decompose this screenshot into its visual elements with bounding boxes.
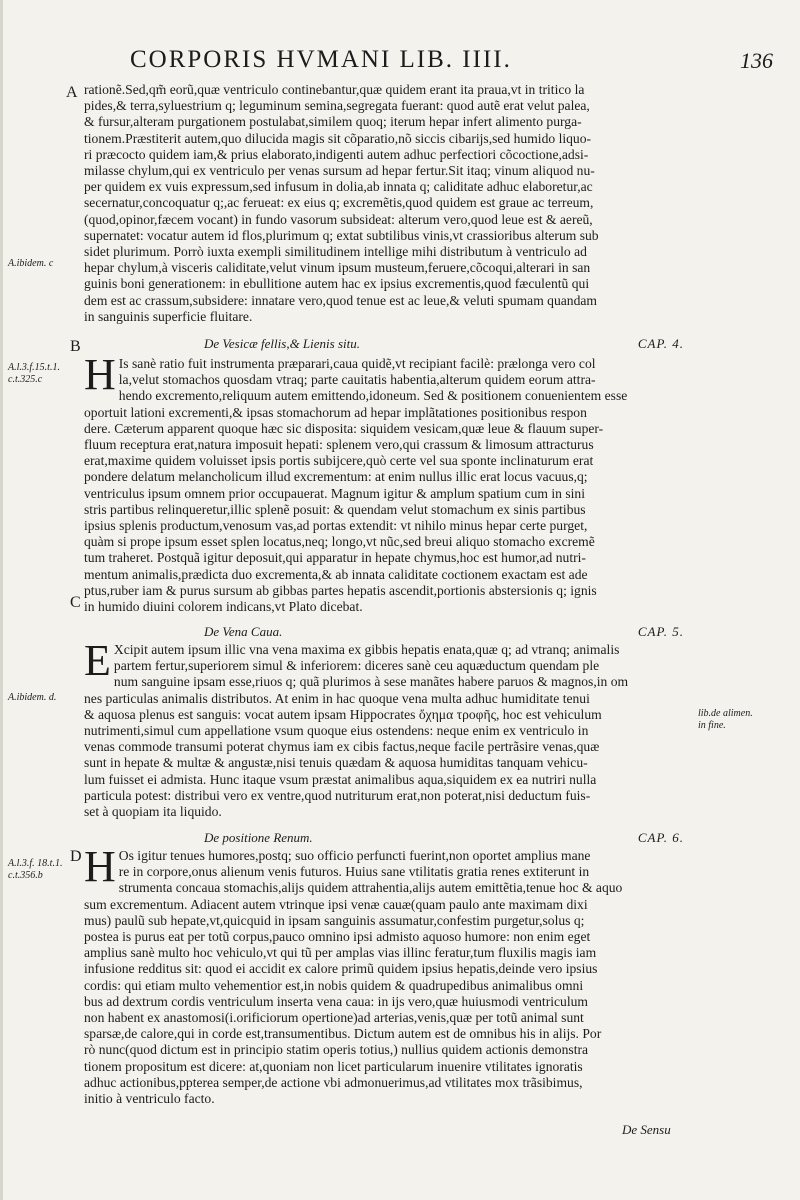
text-line: rationẽ.Sed,qm̃ eorũ,quæ ventriculo continebantur,quæ quidem erant ita praua,vt in tritico la (84, 82, 585, 97)
text-line: sum excrementum. Adiacent autem vtrinque ipsi venæ cauæ(quam paulo ante maximam dixi (84, 896, 588, 912)
margin-note-ref-1-line1: A.l.3.f.15.t.1. (8, 362, 60, 373)
text-line: la,velut stomachos quosdam vtraq; parte cauitatis habentia,alterum quidem eorum attra- (118, 372, 596, 388)
margin-letter-b: B (70, 338, 81, 355)
chapter-6-heading (84, 830, 694, 848)
text-line: bus ad dextrum cordis ventriculum inserta vena caua: in ijs vero,quæ huiusmodi ventriculum (84, 993, 588, 1009)
text-line: & aquosa plenus est sanguis: vocat autem ipsam Hippocrates ὄχημα τροφῆς, hoc est vehiculum (84, 706, 602, 722)
text-line: mentum animalis,prædicta duo excrementa,& ab innata caliditate coctionem exactam est ade (84, 566, 588, 582)
text-line: ri præcocto quidem iam,& prius elaborato,indigenti autem adhuc perfectiori cõcoctione,adsi- (84, 146, 589, 162)
text-line: amplius sanè multo hoc vehiculo,vt qui tũ per amplas vias illinc feratur,tum fluxilis magis iam (84, 945, 597, 961)
margin-note-ref-2 (8, 858, 62, 882)
paragraph-section-a (84, 82, 694, 325)
text-line: quàm si prope ipsum esset splen locatus,neq; longo,vt nũc,sed breui aliquo stomacho excremẽ (84, 534, 595, 550)
text-line: (quod,opinor,fæcem vocant) in fundo vasorum subsideat: alterum vero,quod leue est & aereũ, (84, 211, 593, 227)
chapter-4-heading (84, 336, 694, 354)
text-line: rò nunc(quod dictum est in principio statim operis totius,) nullius quidem actionis demonstra (84, 1042, 589, 1058)
chapter-5-number: CAP. 5. (637, 624, 684, 639)
text-line: ptus,ruber iam & purus sursum ab gibbas partes hepatis ascendit,portionis abstersionis q; ignis (84, 582, 597, 598)
text-line: venas commode transumi poterat chymus iam ex cibis factus,neque facile pertrãsire venas,quæ (84, 739, 600, 755)
paragraph-chapter-6 (84, 842, 694, 1107)
text-line: nes particulas animalis distributos. At enim in hac quoque vena multa adhuc humiditate tenui (84, 690, 590, 706)
text-line: ipsius splenis productum,venosum vas,ad portas extendit: vt nihilo minus hepar certe purget, (84, 518, 588, 534)
margin-note-ref-2-line1: A.l.3.f. 18.t.1. (8, 858, 63, 869)
running-head: CORPORIS HVMANI LIB. IIII. (130, 46, 512, 73)
text-line: sparsæ,de calore,qui in corde est,transumentibus. Dictum autem est de omnibus his in alijs. Por (84, 1026, 602, 1042)
margin-note-alimen-line2: in fine. (698, 720, 726, 731)
text-line: supernatet: vocatur autem id flos,plurimum q; extat subtilibus vinis,vt crassioribus alterum sub (84, 227, 599, 243)
text-line: Os igitur tenues humores,postq; suo officio perfuncti fuerint,non oportet amplius mane (118, 848, 591, 863)
margin-note-ibidem-d: A.ibidem. d. (8, 692, 57, 703)
text-line: Xcipit autem ipsum illic vna vena maxima ex gibbis hepatis enata,quæ q; ad vtranq; animalis (113, 642, 620, 657)
text-line: sunt in hepate & multæ & angustæ,nisi tenuis quædam & aquosa humiditas tanquam vehicu- (84, 755, 588, 771)
text-line: sidet plurimum. Porrò iuxta exempli similitudinem intellige mihi distributum à ventriculo ad (84, 244, 587, 260)
text-line: hepar chylum,à visceris caliditate,velut vinum ipsum musteum,feruere,cõcoqui,alterari in san (84, 260, 591, 276)
text-line: particula potest: distribui vero ex ventre,quod nutriturum erat,non poterat,nisi deductum fuis- (84, 787, 591, 803)
chapter-5-heading (84, 624, 694, 642)
text-line: per quidem ex vuis expressum,sed infusum in dolia,ab innata q; caliditate adhuc elaboretur,ac (84, 179, 593, 195)
text-line: pides,& terra,syluestrium q; leguminum semina,segregata fuerant: quod autẽ erat velut palea, (84, 98, 590, 114)
text-line: in sanguinis superficie fluitare. (84, 308, 253, 324)
margin-note-ref-1-line2: c.t.325.c (8, 374, 43, 385)
text-line: infusione redditus sit: quod ei accidit ex calore primũ quidem ipsius hepatis,deinde vero ipsius (84, 961, 598, 977)
text-line: ventriculus ipsum omnem prior occupauerat. Magnum igitur & amplum spatium cum in sini (84, 485, 585, 501)
text-line: initio à ventriculo facto. (84, 1091, 215, 1107)
text-line: postea is purus eat per totũ corpus,pauco omnino ipsi admisto aquoso humore: non enim eget (84, 929, 591, 945)
margin-letter-c: C (70, 594, 81, 611)
text-line: milasse chylum,qui ex ventriculo per venas sursum ad hepar fertur.Sit itaq; vinum aliquod nu- (84, 163, 595, 179)
margin-note-alimen (698, 708, 753, 732)
paragraph-chapter-5 (84, 636, 694, 820)
text-line: tum traheret. Postquã igitur deposuit,qui apparatur in hepate chymus,hoc est humor,ad nutri- (84, 550, 586, 566)
margin-note-ref-1 (8, 362, 60, 386)
catchword: De Sensu (622, 1122, 671, 1137)
chapter-6-number: CAP. 6. (637, 830, 684, 845)
text-line: mus) paulũ sub hepate,vt,quicquid in ipsam sanguinis assumatur,confestim purgetur,solus q; (84, 912, 585, 928)
margin-note-alimen-line1: lib.de alimen. (698, 708, 753, 719)
page-edge-shadow (0, 0, 3, 1200)
text-line: dem est ac crassum,subsidere: innatare vero,quod tenue est ac leue,& veluti spumam quandam (84, 292, 597, 308)
drop-cap-h: H (84, 350, 116, 399)
page-number: 136 (740, 48, 773, 73)
text-line: oportuit lationi excrementi,& ipsas stomachorum ad hepar implãtationes positionibus respon (84, 404, 587, 420)
text-line: re in corpore,onus alienum venis futuros. Huius sane vtilitatis gratia renes extiterunt in (118, 864, 590, 880)
text-line: Is sanè ratio fuit instrumenta præparari,caua quidẽ,vt recipiant facilè: prælonga vero col (118, 356, 596, 371)
chapter-6-title: De positione Renum. (204, 830, 313, 845)
text-line: adhuc actionibus,ppterea semper,de actione vbi admonuerimus,ad vtilitates mox trãsibimus, (84, 1074, 583, 1090)
margin-letter-a: A (66, 84, 78, 101)
paragraph-chapter-4 (84, 350, 694, 615)
text-line: erat,maxime quidem voluisset ipsis portis subijcere,quò certe vel sua sponte inclinaturum erat (84, 453, 594, 469)
text-line: lum fuisset ei admista. Hunc itaque vsum præstat animalibus aqua,siquidem ex ea nutriri nulla (84, 771, 597, 787)
margin-note-ibidem-c: A.ibidem. c (8, 258, 54, 269)
text-line: tionem.Præstiterit autem,quo dilucida magis sit cõparatio,nõ siccis cibarijs,sed humido liquo- (84, 130, 592, 146)
text-line: & fursur,alteram purgationem postulabat,similem quoq; iterum hepar infert alimento purga- (84, 114, 582, 130)
text-line: partem fertur,superiorem simul & inferiorem: diceres sanè ceu aquæductum quendam ple (113, 658, 600, 674)
text-line: hendo excremento,reliquum autem emittendo,idoneum. Sed & positionem conuenientem esse (118, 388, 628, 404)
text-line: num sanguine ipsam esse,riuos q; quã plurimos à sese manãtes habere paruos & magnos,in om (113, 674, 629, 690)
text-line: nutrimenti,simul cum appellatione vsum quoque eius ostendens: neque enim ex ventriculo in (84, 723, 589, 739)
drop-cap-h: H (84, 842, 116, 891)
text-line: strumenta concaua stomachis,alijs quidem attrahentia,alijs autem emittẽtia,tenue hoc & aquo (118, 880, 623, 896)
chapter-4-title: De Vesicæ fellis,& Lienis situ. (204, 336, 360, 351)
margin-note-ref-2-line2: c.t.356.b (8, 870, 43, 881)
drop-cap-e: E (84, 636, 111, 685)
text-line: in humido diuini colorem indicans,vt Plato dicebat. (84, 599, 363, 615)
text-line: cordis: qui etiam multo vehementior est,in nobis quidem & quadrupedibus animalibus omni (84, 977, 584, 993)
margin-letter-d: D (70, 848, 82, 865)
text-line: pondere delatum melancholicum illud excrementum: at enim nullus illic erat locus vacuus,q; (84, 469, 588, 485)
text-line: fluum receptura erat,natura imposuit hepati: splenem vero,qui crassum & limosum attracturus (84, 437, 594, 453)
text-line: guinis boni generationem: in ebullitione autem hac ex ipsius excrementis,quod fæculentũ qui (84, 276, 590, 292)
chapter-5-title: De Vena Caua. (204, 624, 283, 639)
text-line: secernatur,concoquatur q;,ac ferueat: ex eius q; excremẽtis,quod quidem est graue ac terreum, (84, 195, 594, 211)
text-line: set à quopiam ita liquido. (84, 804, 222, 820)
text-line: tionem propositum est dicere: at,quoniam non licet particularum inuenire vtilitates ignoratis (84, 1058, 583, 1074)
text-line: non habent ex anastomosi(i.orificiorum opertione)ad arterias,venis,quæ per totũ animal sunt (84, 1010, 584, 1026)
text-line: stris partibus relinqueretur,illic splenẽ posuit: & quendam velut stomachum ex sinis partibus (84, 501, 586, 517)
text-line: dere. Cæterum apparent quoque hæc sic disposita: siquidem vesicam,quæ leue & flauum super- (84, 420, 604, 436)
chapter-4-number: CAP. 4. (637, 336, 684, 351)
